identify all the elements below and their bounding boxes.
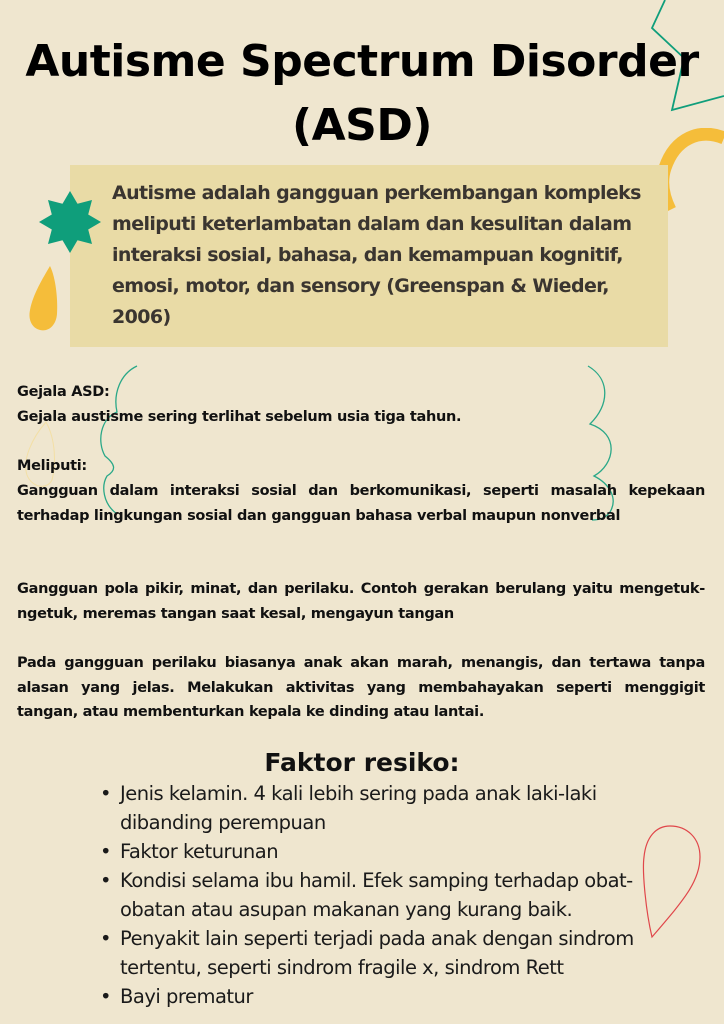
symptoms-includes-heading: Meliputi: [17, 458, 87, 474]
page-title [0, 30, 724, 158]
list-item: • Penyakit lain seperti terjadi pada anak dengan sindrom tertentu, seperti sindrom fragile x, sindrom Rett [100, 924, 660, 982]
list-item: • Jenis kelamin. 4 kali lebih sering pada anak laki-laki dibanding perempuan [100, 779, 660, 837]
bullet-icon: • [100, 985, 112, 1008]
symptoms-intro: Gejala austisme sering terlihat sebelum usia tiga tahun. [17, 409, 462, 425]
risk-factors-list [100, 779, 660, 1011]
bullet-icon: • [100, 840, 112, 863]
symptom-paragraph-2: Gangguan pola pikir, minat, dan perilaku. Contoh gerakan berulang yaitu mengetuk-ngetuk, meremas tangan saat kesal, mengayun tangan [17, 581, 705, 622]
bullet-icon: • [100, 869, 112, 892]
teal-star-icon [38, 190, 102, 254]
risk-factors-heading: Faktor resiko: [264, 748, 460, 777]
symptom-paragraph-1: Gangguan dalam interaksi sosial dan berkomunikasi, seperti masalah kepekaan terhadap lingkungan sosial dan gangguan bahasa verbal maupun nonverbal [17, 483, 705, 524]
title-line-1: Autisme Spectrum Disorder [25, 36, 699, 87]
bullet-icon: • [100, 927, 112, 950]
title-line-2: (ASD) [292, 100, 432, 151]
bullet-icon: • [100, 782, 112, 805]
yellow-drop-icon [28, 266, 58, 332]
list-item: • Faktor keturunan [100, 837, 660, 866]
symptom-paragraph-3: Pada gangguan perilaku biasanya anak akan marah, menangis, dan tertawa tanpa alasan yang jelas. Melakukan aktivitas yang membahayakan seperti menggigit tangan, atau membenturkan kepala ke dinding atau lantai. [17, 655, 705, 720]
list-item: • Kondisi selama ibu hamil. Efek samping terhadap obat-obatan atau asupan makanan yang kurang baik. [100, 866, 660, 924]
list-item: • Bayi prematur [100, 982, 660, 1011]
symptoms-heading: Gejala ASD: [17, 384, 110, 400]
red-drop-outline-icon [642, 822, 704, 942]
definition-text: Autisme adalah gangguan perkembangan kompleks meliputi keterlambatan dalam dan kesulitan dalam interaksi sosial, bahasa, dan kemampuan kognitif, emosi, motor, dan sensory (Greenspan & Wieder, 2006) [112, 182, 641, 328]
